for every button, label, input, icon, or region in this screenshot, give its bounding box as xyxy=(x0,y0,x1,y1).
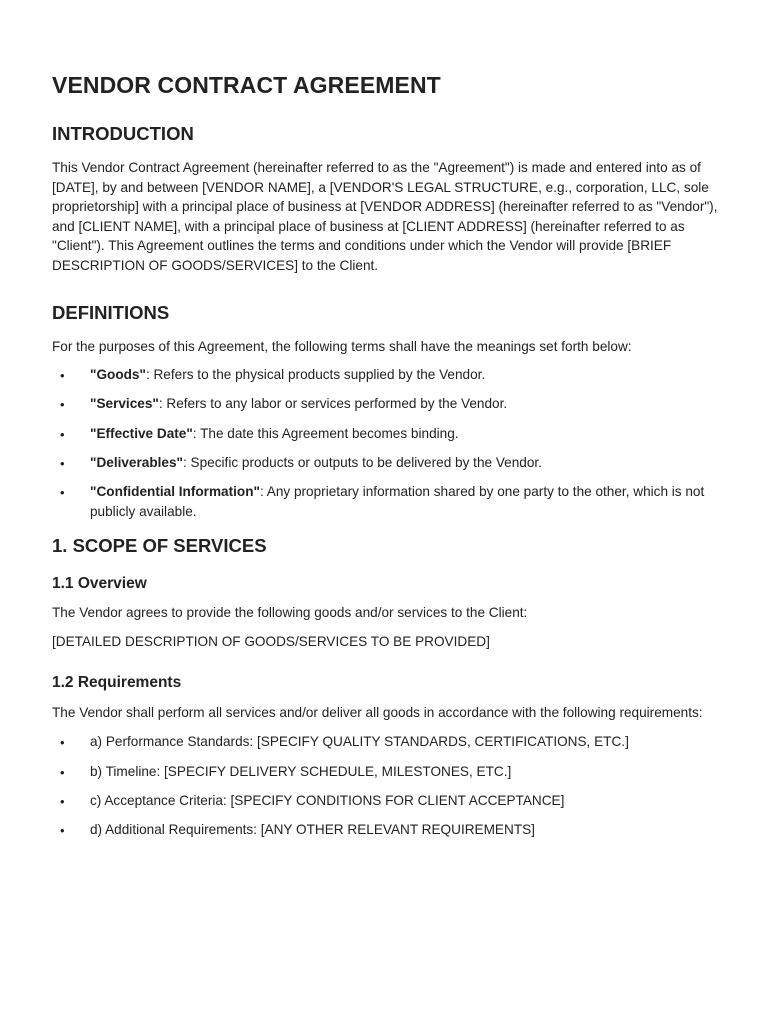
list-item xyxy=(52,453,722,473)
list-item xyxy=(52,762,722,782)
requirements-list xyxy=(52,732,722,839)
bullet-icon: • xyxy=(60,735,65,751)
scope-heading: 1. SCOPE OF SERVICES xyxy=(52,535,267,557)
list-item xyxy=(52,791,722,811)
requirements-heading: 1.2 Requirements xyxy=(52,673,182,691)
definition-term: "Deliverables" xyxy=(90,454,183,470)
bullet-icon: • xyxy=(60,793,65,809)
bullet-icon: • xyxy=(60,397,65,413)
bullet-icon: • xyxy=(60,426,65,442)
requirement-text: c) Acceptance Criteria: [SPECIFY CONDITIONS FOR CLIENT ACCEPTANCE] xyxy=(90,792,565,808)
definitions-intro: For the purposes of this Agreement, the following terms shall have the meanings set forth below: xyxy=(52,338,632,354)
requirements-text: The Vendor shall perform all services and/or deliver all goods in accordance with the following requirements: xyxy=(52,704,703,720)
definition-term: "Confidential Information" xyxy=(90,483,260,499)
requirement-text: a) Performance Standards: [SPECIFY QUALITY STANDARDS, CERTIFICATIONS, ETC.] xyxy=(90,734,629,750)
document-page xyxy=(52,70,722,849)
definitions-heading: DEFINITIONS xyxy=(52,301,170,323)
bullet-icon: • xyxy=(60,484,65,500)
requirement-text: d) Additional Requirements: [ANY OTHER RELEVANT REQUIREMENTS] xyxy=(90,822,535,838)
definition-text: : Refers to the physical products supplied by the Vendor. xyxy=(145,367,486,383)
definition-text: : The date this Agreement becomes binding. xyxy=(192,425,459,441)
introduction-text: This Vendor Contract Agreement (hereinafter referred to as the "Agreement") is made and entered into as of [DATE], by and between [VENDOR NAME], a [VENDOR'S LEGAL STRUCTURE, e.g., corporation, LLC, sole proprietorship] with a principal place of business at [VENDOR ADDRESS] (hereinafter referred to as "Vendor"), and [CLIENT NAME], with a principal place of business at [CLIENT ADDRESS] (hereinafter referred to as "Client"). This Agreement outlines the terms and conditions under which the Vendor will provide [BRIEF DESCRIPTION OF GOODS/SERVICES] to the Client. xyxy=(52,160,718,273)
overview-text: The Vendor agrees to provide the following goods and/or services to the Client: xyxy=(52,605,528,621)
bullet-icon: • xyxy=(60,368,65,384)
definition-text: : Any proprietary information shared by one party to the other, which is not publicly available. xyxy=(90,483,705,519)
bullet-icon: • xyxy=(60,764,65,780)
list-item xyxy=(52,394,722,414)
definitions-list xyxy=(52,365,722,521)
definition-text: : Refers to any labor or services performed by the Vendor. xyxy=(158,396,508,412)
list-item xyxy=(52,820,722,840)
overview-placeholder: [DETAILED DESCRIPTION OF GOODS/SERVICES TO BE PROVIDED] xyxy=(52,634,490,650)
bullet-icon: • xyxy=(60,455,65,471)
list-item xyxy=(52,732,722,752)
definition-text: : Specific products or outputs to be delivered by the Vendor. xyxy=(183,454,542,470)
bullet-icon: • xyxy=(60,823,65,839)
definition-term: "Goods" xyxy=(90,367,146,383)
list-item xyxy=(52,365,722,385)
overview-heading: 1.1 Overview xyxy=(52,575,147,593)
introduction-heading: INTRODUCTION xyxy=(52,123,194,144)
definition-term: "Services" xyxy=(90,396,159,412)
requirement-text: b) Timeline: [SPECIFY DELIVERY SCHEDULE, MILESTONES, ETC.] xyxy=(90,763,512,779)
list-item xyxy=(52,482,722,521)
document-title: VENDOR CONTRACT AGREEMENT xyxy=(52,72,441,98)
list-item xyxy=(52,424,722,444)
definition-term: "Effective Date" xyxy=(90,425,193,441)
